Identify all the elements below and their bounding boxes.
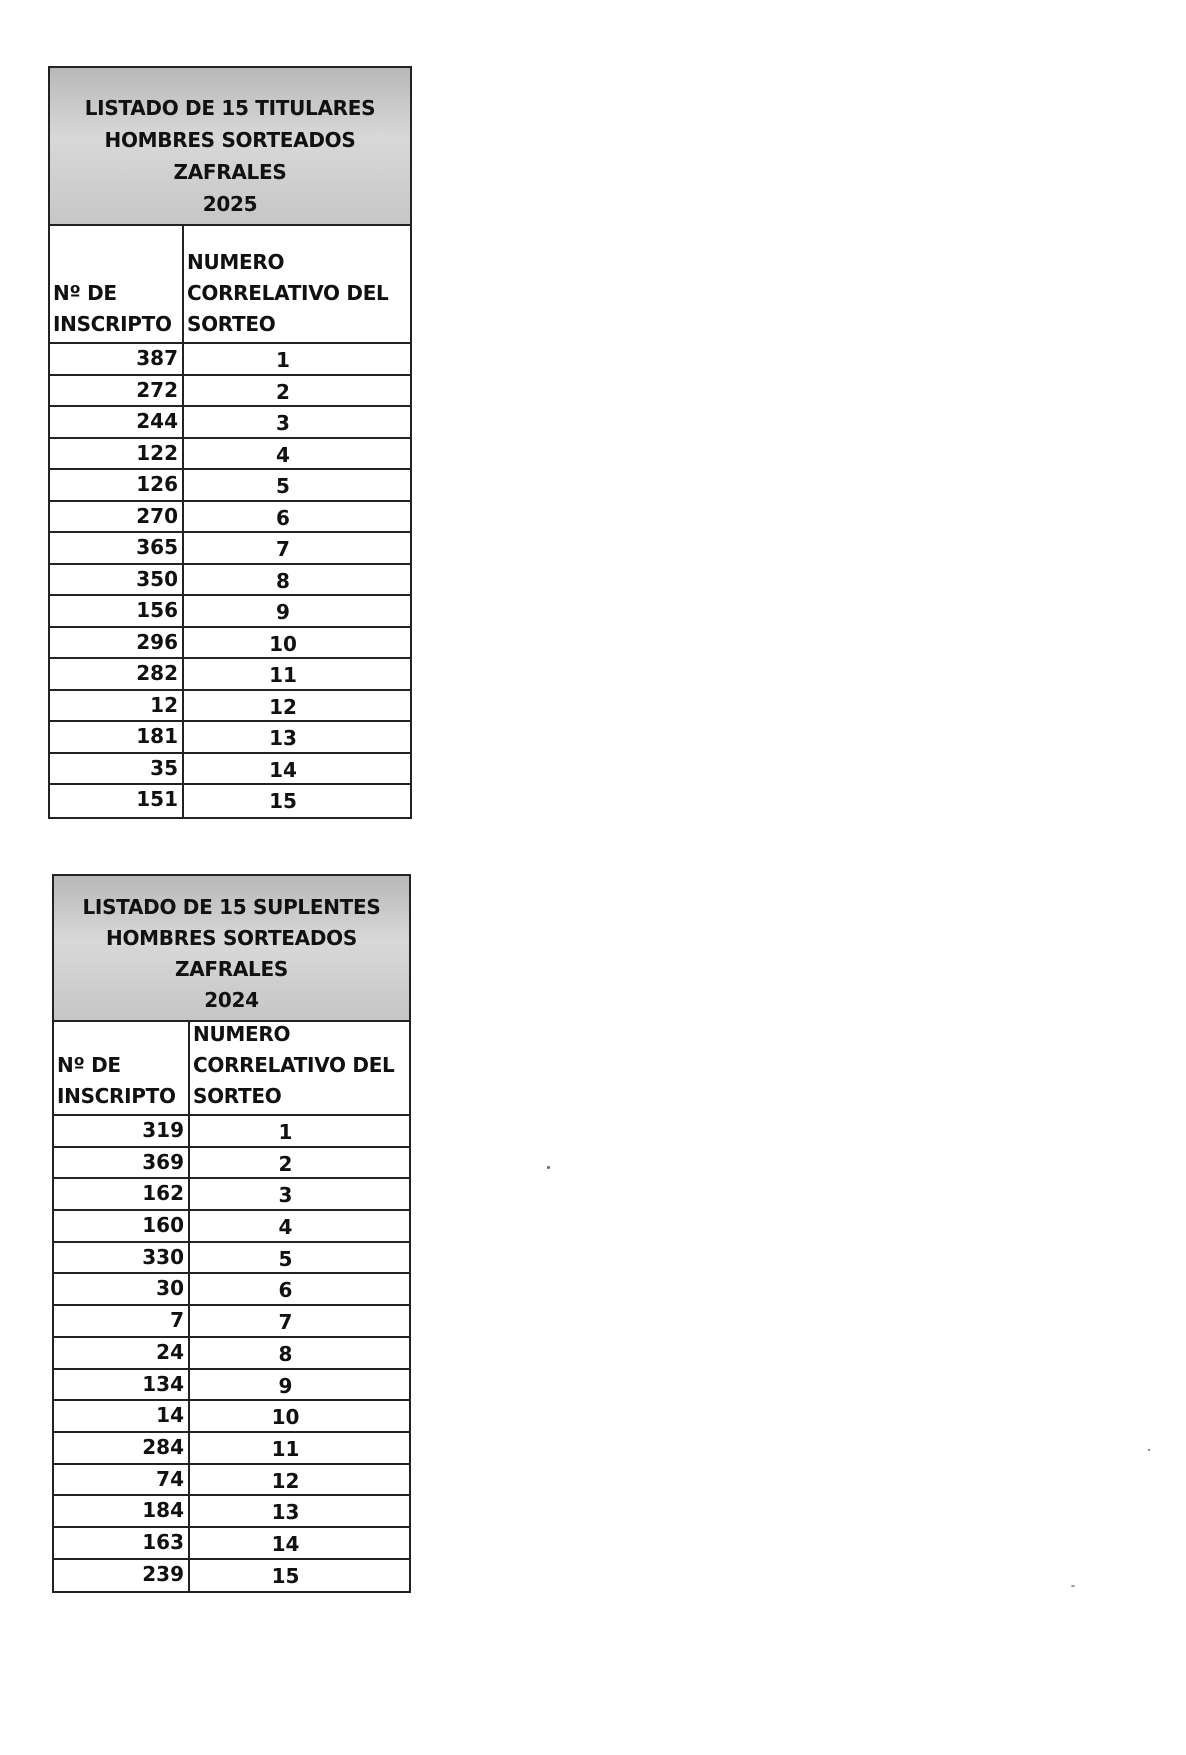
title-line: HOMBRES SORTEADOS ZAFRALES [106,926,357,981]
title-year: 2024 [204,988,259,1012]
inscripto-cell: 74 [54,1465,190,1495]
header-line: SORTEO [187,312,276,336]
inscripto-cell: 12 [50,691,184,721]
inscripto-cell: 244 [50,407,184,437]
inscripto-cell: 282 [50,659,184,689]
inscripto-cell: 272 [50,376,184,406]
correlativo-cell: 8 [278,1341,293,1366]
table-row [54,1243,409,1275]
table-body [50,344,410,817]
correlativo-cell: 2 [276,379,290,404]
inscripto-cell: 387 [50,344,184,374]
header-row [54,1022,409,1116]
header-row [50,226,410,344]
table-row [50,691,410,723]
table-row [50,659,410,691]
table-row [54,1338,409,1370]
inscripto-cell: 163 [54,1528,190,1558]
table-row [50,628,410,660]
table-row [50,344,410,376]
inscripto-cell: 134 [54,1370,190,1400]
inscripto-cell: 284 [54,1433,190,1463]
correlativo-cell: 11 [269,663,297,687]
inscripto-cell: 7 [54,1306,190,1336]
correlativo-cell: 5 [278,1246,293,1271]
title-line: LISTADO DE 15 TITULARES [84,96,376,120]
correlativo-cell: 9 [278,1373,293,1398]
column-header-correlativo [190,1022,409,1114]
inscripto-cell: 30 [54,1274,190,1304]
inscripto-cell: 24 [54,1338,190,1368]
inscripto-cell: 14 [54,1401,190,1431]
inscripto-cell: 350 [50,565,184,595]
table-row [50,502,410,534]
inscripto-cell: 330 [54,1243,190,1273]
inscripto-cell: 160 [54,1211,190,1241]
inscripto-cell: 365 [50,533,184,563]
correlativo-cell: 1 [276,348,290,372]
header-line: Nº DE [57,1053,121,1077]
title-line: HOMBRES SORTEADOS ZAFRALES [104,128,356,184]
correlativo-cell: 4 [276,442,290,467]
correlativo-cell: 14 [269,757,297,782]
inscripto-cell: 369 [54,1148,190,1178]
inscripto-cell: 319 [54,1116,190,1146]
scan-speck [1148,1449,1150,1451]
inscripto-cell: 184 [54,1496,190,1526]
table-row [54,1116,409,1148]
table-row [50,596,410,628]
header-line: INSCRIPTO [53,312,172,336]
table-row [50,407,410,439]
inscripto-cell: 35 [50,754,184,784]
header-line: NUMERO [187,250,285,274]
table-row [54,1496,409,1528]
correlativo-cell: 12 [269,694,297,719]
table-row [50,785,410,817]
title-year: 2025 [202,192,258,216]
titulares-table [48,66,412,819]
column-header-inscripto [54,1022,190,1114]
scan-speck [1071,1585,1075,1587]
table-title [54,876,409,1022]
table-row [54,1211,409,1243]
correlativo-cell: 6 [276,505,290,530]
inscripto-cell: 151 [50,785,184,817]
table-row [54,1306,409,1338]
correlativo-cell: 10 [269,631,297,656]
inscripto-cell: 270 [50,502,184,532]
inscripto-cell: 162 [54,1179,190,1209]
inscripto-cell: 239 [54,1560,190,1592]
table-row [54,1274,409,1306]
table-row [50,565,410,597]
inscripto-cell: 296 [50,628,184,658]
correlativo-cell: 8 [276,568,290,593]
inscripto-cell: 126 [50,470,184,500]
header-line: CORRELATIVO DEL [187,281,389,305]
inscripto-cell: 122 [50,439,184,469]
column-header-inscripto [50,226,184,342]
inscripto-cell: 156 [50,596,184,626]
correlativo-cell: 3 [276,411,290,435]
correlativo-cell: 15 [269,789,297,813]
correlativo-cell: 13 [269,726,297,750]
table-body [54,1116,409,1591]
correlativo-cell: 7 [276,537,290,561]
table-title [50,68,410,226]
table-row [54,1528,409,1560]
table-row [50,754,410,786]
correlativo-cell: 4 [278,1215,293,1240]
table-row [54,1465,409,1497]
correlativo-cell: 2 [278,1151,293,1176]
table-row [54,1370,409,1402]
title-line: LISTADO DE 15 SUPLENTES [82,895,381,919]
correlativo-cell: 13 [271,1500,300,1525]
inscripto-cell: 181 [50,722,184,752]
header-line: Nº DE [53,281,117,305]
correlativo-cell: 10 [271,1405,300,1430]
header-line: SORTEO [193,1084,282,1108]
scan-speck [547,1166,550,1169]
header-line: CORRELATIVO DEL [193,1053,395,1077]
table-row [50,722,410,754]
correlativo-cell: 11 [271,1436,300,1461]
table-row [54,1560,409,1592]
table-row [50,439,410,471]
correlativo-cell: 3 [278,1183,293,1208]
suplentes-table [52,874,411,1593]
column-header-correlativo [184,226,410,342]
correlativo-cell: 9 [276,600,290,624]
correlativo-cell: 6 [278,1278,293,1303]
correlativo-cell: 15 [271,1563,300,1588]
table-row [54,1401,409,1433]
header-line: NUMERO [193,1022,291,1046]
correlativo-cell: 1 [278,1120,293,1144]
table-row [54,1433,409,1465]
correlativo-cell: 14 [271,1531,300,1556]
correlativo-cell: 5 [276,474,290,498]
header-line: INSCRIPTO [57,1084,176,1108]
table-row [50,470,410,502]
table-row [54,1148,409,1180]
correlativo-cell: 7 [278,1310,293,1335]
correlativo-cell: 12 [271,1468,300,1493]
table-row [50,376,410,408]
table-row [50,533,410,565]
table-row [54,1179,409,1211]
